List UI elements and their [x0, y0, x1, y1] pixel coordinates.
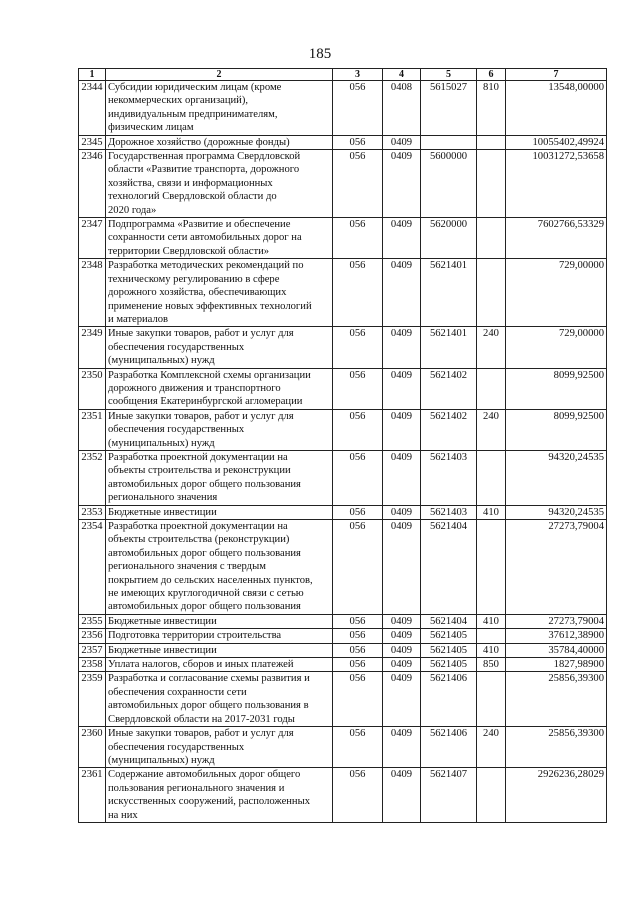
- target-code: 5621405: [421, 658, 477, 672]
- row-name-line: Субсидии юридическим лицам (кроме: [108, 82, 282, 93]
- table-row: [79, 614, 607, 628]
- row-number: 2344: [79, 81, 106, 136]
- target-code: 5621401: [421, 327, 477, 368]
- amount: 10055402,49924: [506, 135, 607, 149]
- target-code: 5621406: [421, 672, 477, 727]
- row-name-line: сохранности сети автомобильных дорог на: [108, 232, 302, 244]
- row-name: [106, 450, 333, 505]
- row-number: 2357: [79, 643, 106, 657]
- amount: 27273,79004: [506, 614, 607, 628]
- amount: 10031272,53658: [506, 150, 607, 218]
- row-number: 2359: [79, 672, 106, 727]
- amount: 729,00000: [506, 259, 607, 327]
- table-row: [79, 259, 607, 327]
- ministry-code: 056: [333, 643, 383, 657]
- row-name: [106, 150, 333, 218]
- expense-type-code: [477, 368, 506, 409]
- row-name-line: (муниципальных) нужд: [108, 355, 215, 367]
- row-name-line: Свердловской области на 2017-2031 годы: [108, 713, 295, 725]
- row-number: 2358: [79, 658, 106, 672]
- ministry-code: 056: [333, 368, 383, 409]
- amount: 13548,00000: [506, 81, 607, 136]
- target-code: 5600000: [421, 150, 477, 218]
- target-code: 5621403: [421, 505, 477, 519]
- table-body: [79, 81, 607, 823]
- section-code: 0409: [383, 150, 421, 218]
- row-name-line: Бюджетные инвестиции: [108, 506, 217, 518]
- row-number: 2350: [79, 368, 106, 409]
- row-name-line: Иные закупки товаров, работ и услуг для: [108, 410, 294, 422]
- row-name-line: Содержание автомобильных дорог общего: [108, 769, 301, 781]
- expense-type-code: [477, 259, 506, 327]
- table-row: [79, 520, 607, 615]
- row-name: [106, 135, 333, 149]
- amount: 35784,40000: [506, 643, 607, 657]
- ministry-code: 056: [333, 614, 383, 628]
- row-name-line: регионального значения: [108, 492, 218, 504]
- section-code: 0409: [383, 135, 421, 149]
- row-number: 2345: [79, 135, 106, 149]
- row-name-line: объекты строительства и реконструкции: [108, 465, 291, 477]
- row-name-line: автомобильных дорог общего пользования: [108, 478, 301, 490]
- expense-type-code: 410: [477, 643, 506, 657]
- expense-type-code: 850: [477, 658, 506, 672]
- ministry-code: 056: [333, 409, 383, 450]
- expense-type-code: [477, 768, 506, 823]
- row-name: [106, 629, 333, 643]
- row-name: [106, 409, 333, 450]
- section-code: 0409: [383, 614, 421, 628]
- row-number: 2353: [79, 505, 106, 519]
- section-code: 0408: [383, 81, 421, 136]
- row-number: 2355: [79, 614, 106, 628]
- expense-type-code: [477, 629, 506, 643]
- row-name: [106, 368, 333, 409]
- page-number: 185: [308, 46, 332, 62]
- target-code: 5615027: [421, 81, 477, 136]
- row-name: [106, 727, 333, 768]
- row-name-line: хозяйства, связи и информационных: [108, 177, 273, 189]
- table-row: [79, 629, 607, 643]
- table-row: [79, 505, 607, 519]
- target-code: 5621404: [421, 520, 477, 615]
- row-name: [106, 505, 333, 519]
- ministry-code: 056: [333, 450, 383, 505]
- target-code: 5621402: [421, 368, 477, 409]
- target-code: 5621406: [421, 727, 477, 768]
- target-code: 5620000: [421, 218, 477, 259]
- column-header: 6: [477, 69, 506, 81]
- table-row: [79, 450, 607, 505]
- section-code: 0409: [383, 327, 421, 368]
- row-number: 2360: [79, 727, 106, 768]
- amount: 27273,79004: [506, 520, 607, 615]
- row-name-line: обеспечения государственных: [108, 424, 245, 436]
- row-number: 2346: [79, 150, 106, 218]
- row-name-line: автомобильных дорог общего пользования: [108, 601, 301, 613]
- section-code: 0409: [383, 259, 421, 327]
- section-code: 0409: [383, 672, 421, 727]
- section-code: 0409: [383, 727, 421, 768]
- row-name: [106, 614, 333, 628]
- target-code: 5621405: [421, 643, 477, 657]
- target-code: [421, 135, 477, 149]
- table-row: [79, 768, 607, 823]
- row-name-line: Разработка проектной документации на: [108, 451, 288, 463]
- target-code: 5621404: [421, 614, 477, 628]
- row-name-line: Уплата налогов, сборов и иных платежей: [108, 659, 294, 671]
- table-row: [79, 81, 607, 136]
- column-header: 4: [383, 69, 421, 81]
- table-row: [79, 643, 607, 657]
- expense-type-code: 240: [477, 327, 506, 368]
- column-header: 2: [106, 69, 333, 81]
- section-code: 0409: [383, 629, 421, 643]
- row-name: [106, 218, 333, 259]
- expense-type-code: [477, 150, 506, 218]
- row-name-line: объекты строительства (реконструкции): [108, 534, 290, 546]
- row-name-line: 2020 года»: [108, 204, 157, 216]
- row-name-line: пользования регионального значения и: [108, 782, 285, 794]
- row-name-line: физическим лицам: [108, 122, 194, 134]
- table-row: [79, 327, 607, 368]
- column-header: 7: [506, 69, 607, 81]
- row-name: [106, 327, 333, 368]
- row-name: [106, 643, 333, 657]
- expense-type-code: [477, 135, 506, 149]
- table-row: [79, 658, 607, 672]
- row-name-line: (муниципальных) нужд: [108, 754, 215, 766]
- section-code: 0409: [383, 450, 421, 505]
- row-name-line: регионального значения с твердым: [108, 561, 266, 573]
- table-row: [79, 368, 607, 409]
- row-name-line: сообщения Екатеринбургской агломерации: [108, 396, 303, 408]
- row-name-line: обеспечения сохранности сети: [108, 686, 247, 698]
- row-name-line: области «Развитие транспорта, дорожного: [108, 164, 300, 176]
- ministry-code: 056: [333, 218, 383, 259]
- amount: 94320,24535: [506, 505, 607, 519]
- target-code: 5621401: [421, 259, 477, 327]
- row-number: 2352: [79, 450, 106, 505]
- section-code: 0409: [383, 520, 421, 615]
- row-number: 2349: [79, 327, 106, 368]
- ministry-code: 056: [333, 629, 383, 643]
- ministry-code: 056: [333, 135, 383, 149]
- ministry-code: 056: [333, 658, 383, 672]
- row-name-line: Бюджетные инвестиции: [108, 644, 217, 656]
- row-name-line: Бюджетные инвестиции: [108, 615, 217, 627]
- table-row: [79, 150, 607, 218]
- row-name-line: Дорожное хозяйство (дорожные фонды): [108, 136, 290, 148]
- section-code: 0409: [383, 409, 421, 450]
- ministry-code: 056: [333, 672, 383, 727]
- row-name-line: автомобильных дорог общего пользования: [108, 547, 301, 559]
- target-code: 5621405: [421, 629, 477, 643]
- row-name-line: технологий Свердловской области до: [108, 191, 277, 203]
- row-number: 2347: [79, 218, 106, 259]
- row-name-line: Разработка Комплексной схемы организации: [108, 369, 311, 381]
- expense-type-code: 410: [477, 614, 506, 628]
- ministry-code: 056: [333, 81, 383, 136]
- section-code: 0409: [383, 658, 421, 672]
- row-name-line: территории Свердловской области»: [108, 245, 270, 257]
- amount: 8099,92500: [506, 368, 607, 409]
- table-row: [79, 409, 607, 450]
- amount: 25856,39300: [506, 727, 607, 768]
- row-name-line: Иные закупки товаров, работ и услуг для: [108, 728, 294, 740]
- column-header: 3: [333, 69, 383, 81]
- expense-type-code: 810: [477, 81, 506, 136]
- row-name-line: на них: [108, 809, 138, 821]
- target-code: 5621402: [421, 409, 477, 450]
- target-code: 5621403: [421, 450, 477, 505]
- amount: 7602766,53329: [506, 218, 607, 259]
- row-name-line: Подпрограмма «Развитие и обеспечение: [108, 219, 291, 231]
- table-row: [79, 135, 607, 149]
- table-row: [79, 727, 607, 768]
- target-code: 5621407: [421, 768, 477, 823]
- row-number: 2361: [79, 768, 106, 823]
- row-name-line: применение новых эффективных технологий: [108, 300, 312, 312]
- row-name-line: Государственная программа Свердловской: [108, 151, 301, 163]
- amount: 94320,24535: [506, 450, 607, 505]
- section-code: 0409: [383, 768, 421, 823]
- row-name-line: дорожного движения и транспортного: [108, 382, 281, 394]
- section-code: 0409: [383, 368, 421, 409]
- row-name-line: не имеющих круглогодичной связи с сетью: [108, 588, 304, 600]
- row-name: [106, 259, 333, 327]
- section-code: 0409: [383, 218, 421, 259]
- row-name-line: и материалов: [108, 313, 169, 325]
- row-number: 2351: [79, 409, 106, 450]
- row-name-line: Иные закупки товаров, работ и услуг для: [108, 328, 294, 340]
- ministry-code: 056: [333, 259, 383, 327]
- row-name-line: обеспечения государственных: [108, 341, 245, 353]
- ministry-code: 056: [333, 505, 383, 519]
- section-code: 0409: [383, 505, 421, 519]
- row-name-line: обеспечения государственных: [108, 741, 245, 753]
- expense-type-code: [477, 218, 506, 259]
- row-name: [106, 520, 333, 615]
- ministry-code: 056: [333, 727, 383, 768]
- expense-type-code: [477, 520, 506, 615]
- row-number: 2348: [79, 259, 106, 327]
- row-name-line: индивидуальным предпринимателям,: [108, 108, 278, 120]
- row-name-line: искусственных сооружений, расположенных: [108, 796, 311, 808]
- section-code: 0409: [383, 643, 421, 657]
- amount: 37612,38900: [506, 629, 607, 643]
- amount: 729,00000: [506, 327, 607, 368]
- table-row: [79, 218, 607, 259]
- budget-table: [78, 68, 607, 823]
- row-name-line: дорожного хозяйства, обеспечивающих: [108, 287, 287, 299]
- expense-type-code: [477, 672, 506, 727]
- row-number: 2354: [79, 520, 106, 615]
- ministry-code: 056: [333, 520, 383, 615]
- ministry-code: 056: [333, 150, 383, 218]
- row-name: [106, 658, 333, 672]
- row-name-line: Разработка и согласование схемы развития и: [108, 673, 310, 685]
- expense-type-code: 410: [477, 505, 506, 519]
- expense-type-code: [477, 450, 506, 505]
- row-number: 2356: [79, 629, 106, 643]
- expense-type-code: 240: [477, 727, 506, 768]
- row-name-line: (муниципальных) нужд: [108, 437, 215, 449]
- table-row: [79, 672, 607, 727]
- column-header: 5: [421, 69, 477, 81]
- row-name: [106, 768, 333, 823]
- row-name-line: Разработка проектной документации на: [108, 521, 288, 532]
- ministry-code: 056: [333, 327, 383, 368]
- row-name-line: покрытием до сельских населенных пунктов,: [108, 574, 313, 586]
- row-name-line: Разработка методических рекомендаций по: [108, 260, 304, 272]
- row-name-line: Подготовка территории строительства: [108, 630, 282, 642]
- amount: 1827,98900: [506, 658, 607, 672]
- row-name-line: некоммерческих организаций),: [108, 95, 249, 107]
- expense-type-code: 240: [477, 409, 506, 450]
- column-header: 1: [79, 69, 106, 81]
- row-name: [106, 81, 333, 136]
- amount: 8099,92500: [506, 409, 607, 450]
- header-row: [79, 69, 607, 81]
- amount: 2926236,28029: [506, 768, 607, 823]
- row-name-line: техническому регулированию в сфере: [108, 273, 280, 285]
- row-name-line: автомобильных дорог общего пользования в: [108, 700, 309, 712]
- row-name: [106, 672, 333, 727]
- ministry-code: 056: [333, 768, 383, 823]
- amount: 25856,39300: [506, 672, 607, 727]
